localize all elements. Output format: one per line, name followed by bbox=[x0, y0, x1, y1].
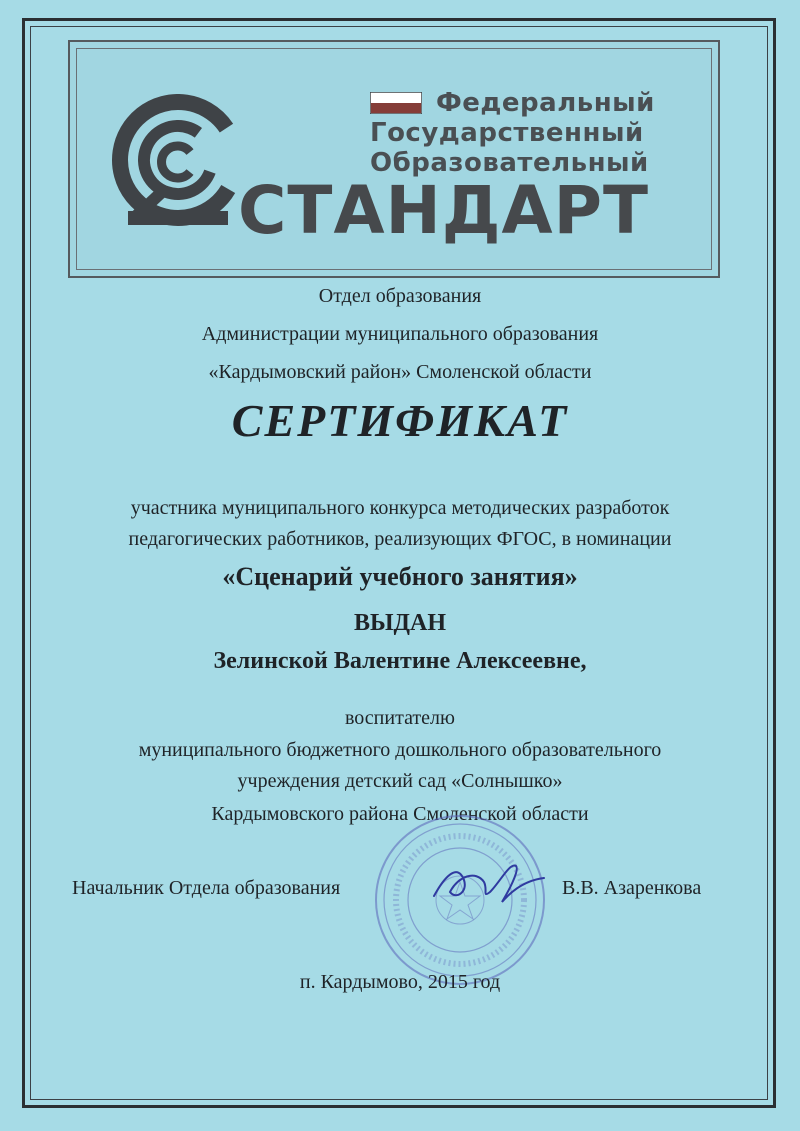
russian-flag-icon bbox=[370, 92, 422, 114]
body-line-2: педагогических работников, реализующих ФГОС, в номинации bbox=[128, 528, 672, 550]
organization-line-3: Кардымовского района Смоленской области bbox=[211, 803, 589, 825]
fgos-logo-box bbox=[68, 40, 720, 278]
logo-text-standard: СТАНДАРТ bbox=[238, 172, 650, 249]
recipient-name: Зелинской Валентине Алексеевне, bbox=[213, 648, 587, 674]
header-line-2: Администрации муниципального образования bbox=[201, 323, 599, 345]
organization-line-2: учреждения детский сад «Солнышко» bbox=[237, 770, 563, 792]
place-and-year: п. Кардымово, 2015 год bbox=[299, 971, 501, 993]
certificate-title: СЕРТИФИКАТ bbox=[231, 395, 569, 446]
fgos-emblem-icon bbox=[108, 94, 248, 234]
recipient-position: воспитателю bbox=[345, 707, 455, 729]
body-line-1: участника муниципального конкурса методических разработок bbox=[130, 497, 670, 519]
header-line-1: Отдел образования bbox=[318, 285, 482, 307]
logo-text-federal: Федеральный bbox=[436, 88, 655, 118]
header-line-3: «Кардымовский район» Смоленской области bbox=[208, 361, 592, 383]
logo-text-state: Государственный bbox=[370, 118, 644, 148]
signatory-name: В.В. Азаренкова bbox=[562, 877, 702, 899]
nomination-title: «Сценарий учебного занятия» bbox=[222, 562, 578, 591]
issued-label: ВЫДАН bbox=[353, 610, 447, 636]
logo-text-educational: Образовательный bbox=[370, 148, 649, 178]
handwritten-signature-icon bbox=[428, 852, 548, 912]
signatory-role: Начальник Отдела образования bbox=[72, 877, 341, 899]
organization-line-1: муниципального бюджетного дошкольного образовательного bbox=[138, 739, 662, 761]
